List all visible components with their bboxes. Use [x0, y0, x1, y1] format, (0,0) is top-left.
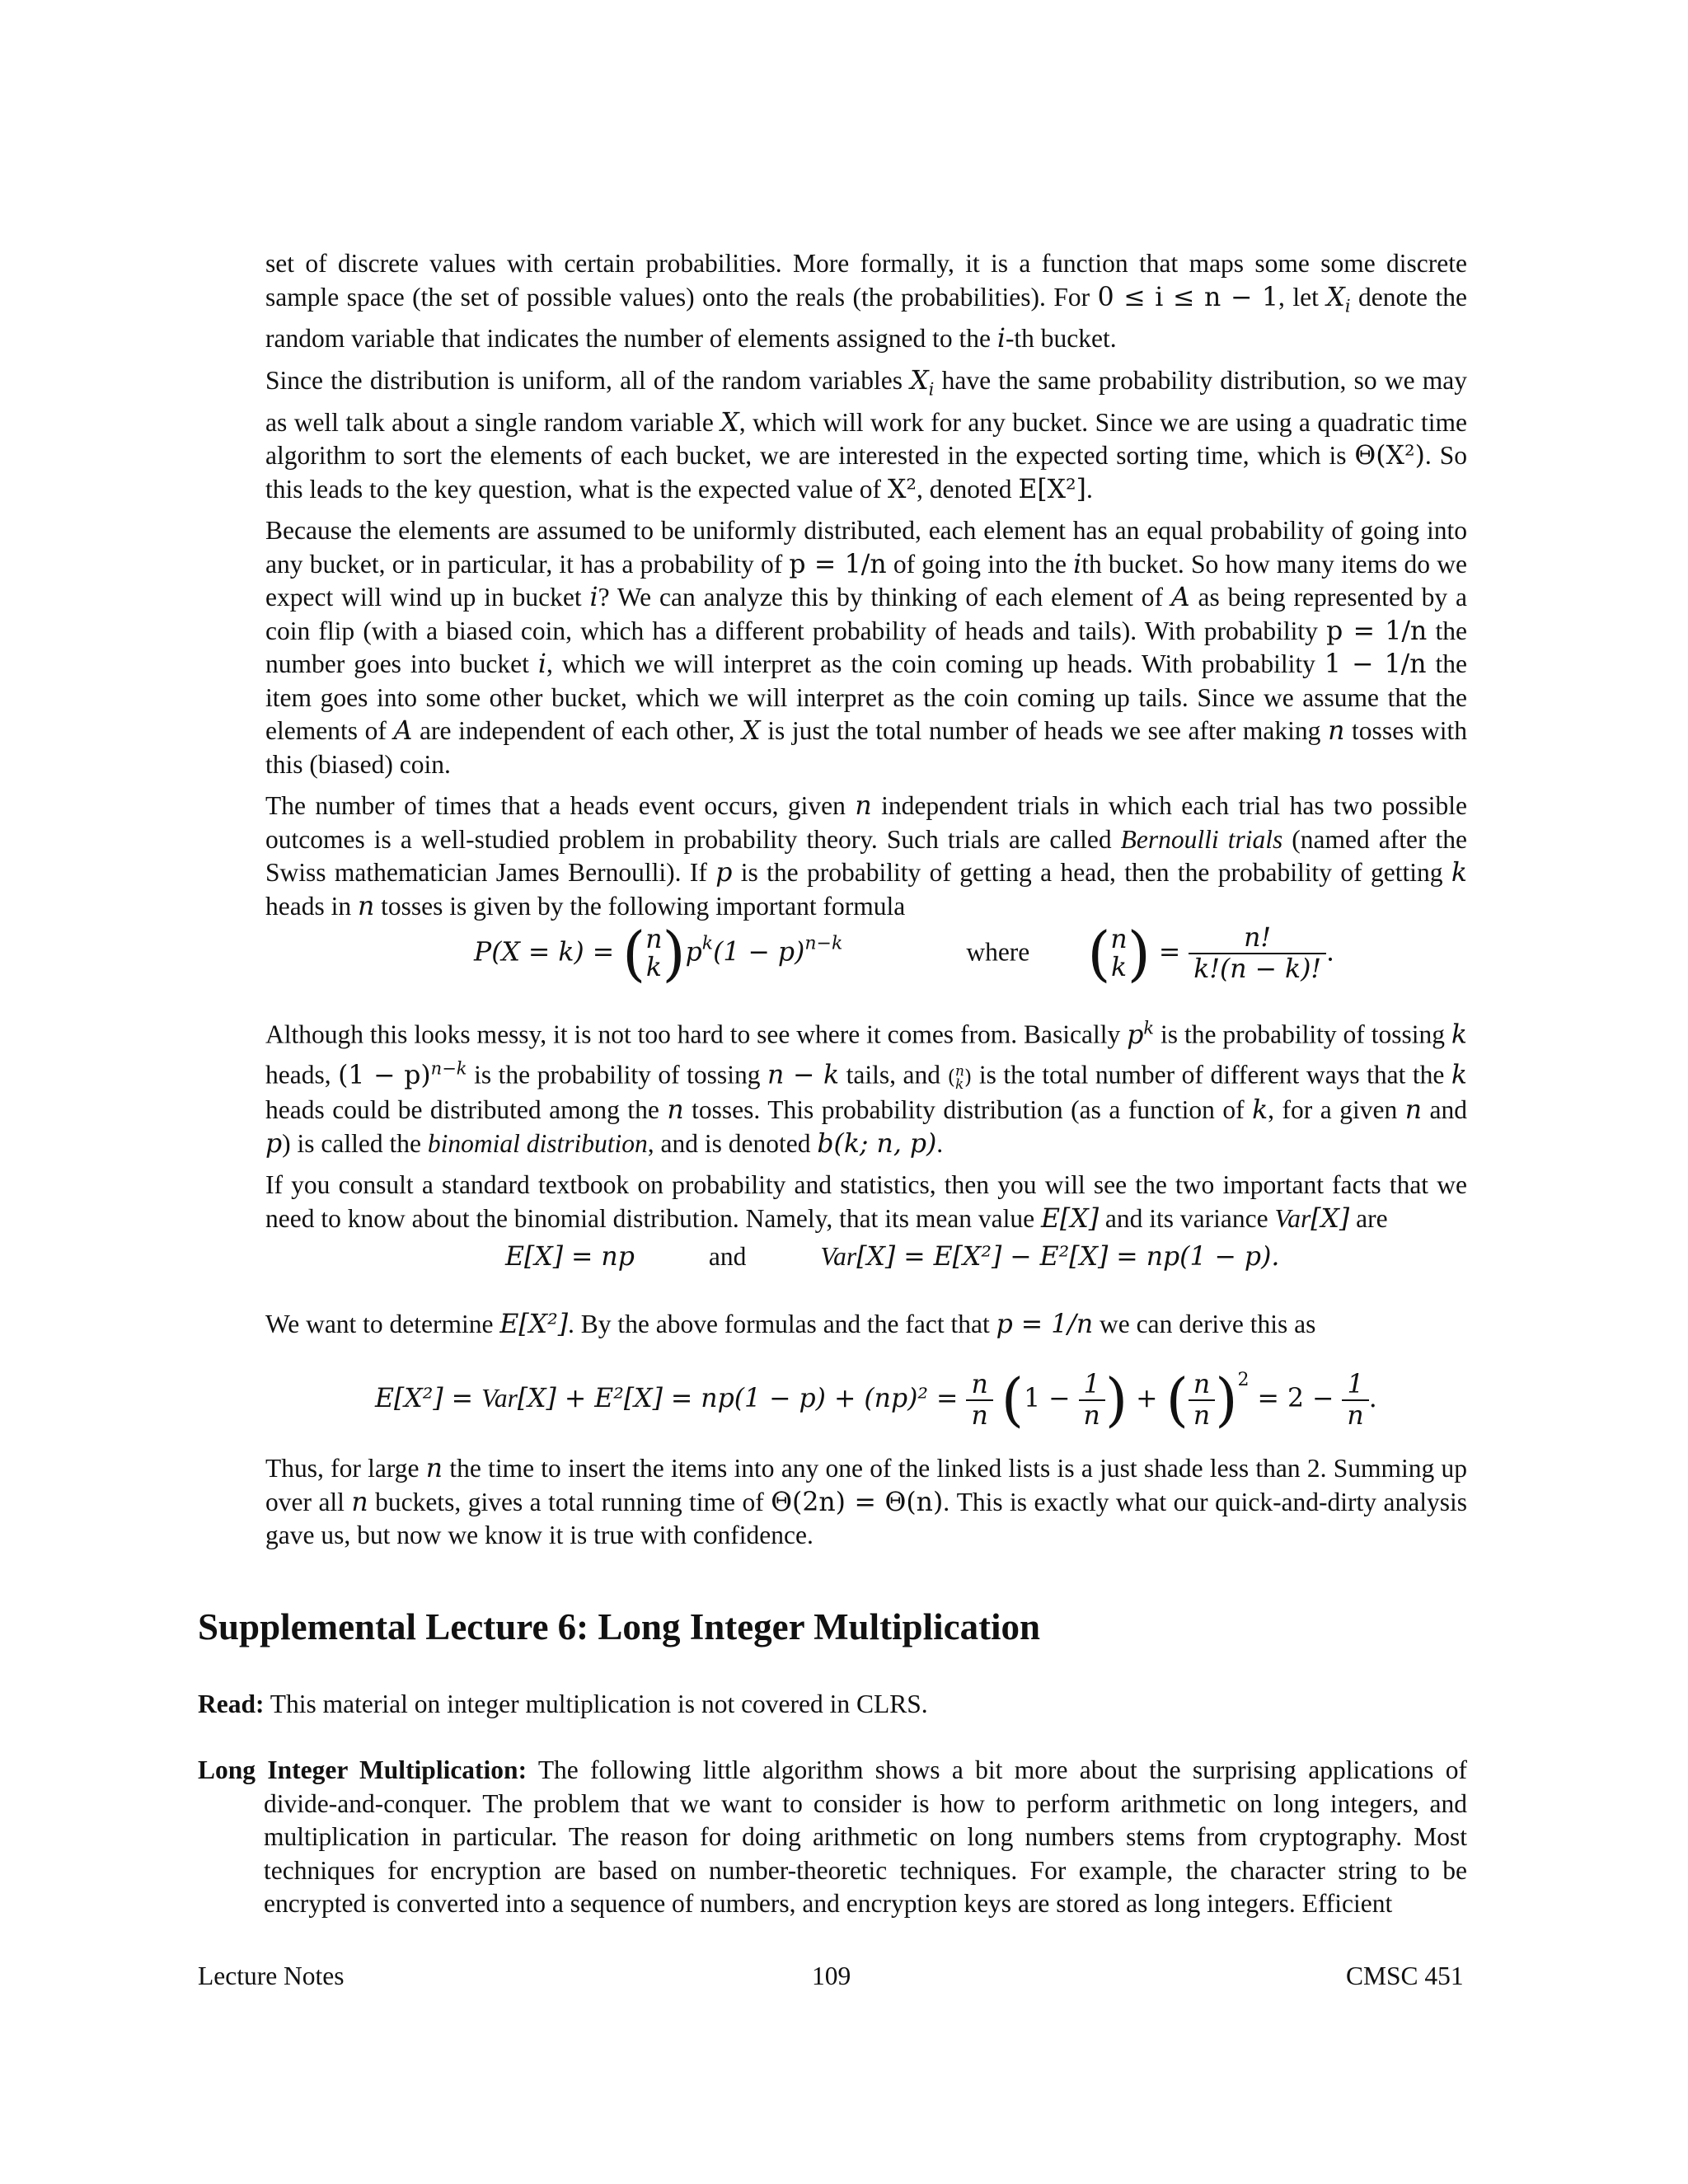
- paren-open: (: [1001, 1366, 1025, 1434]
- body-text-middle: [265, 1011, 1467, 1244]
- page-number: 109: [812, 1961, 851, 1990]
- eq-where: where: [966, 937, 1030, 967]
- text-span: .: [936, 1128, 944, 1158]
- text-span: heads in: [265, 891, 358, 921]
- eq-square: 2: [1237, 1370, 1250, 1390]
- read-label: Read:: [198, 1690, 265, 1718]
- eq-mean: E[X] = np: [505, 1242, 635, 1272]
- text-span: , and is denoted: [647, 1128, 818, 1158]
- math-xi: X: [1326, 282, 1345, 312]
- math-p: p = 1/n: [789, 549, 887, 579]
- text-span: ) is called the: [282, 1128, 428, 1158]
- math-n: n: [855, 791, 872, 822]
- text-span: of going into the: [886, 549, 1074, 579]
- math-xi: X: [910, 365, 929, 396]
- frac-num: 1: [1079, 1370, 1105, 1401]
- text-span: we can derive this as: [1093, 1310, 1316, 1338]
- eq-two-minus: = 2 −: [1257, 1384, 1334, 1413]
- body-text-upper: [265, 247, 1467, 931]
- eq-equals: =: [1158, 937, 1181, 968]
- inline-binomial: ( n k ): [947, 1063, 973, 1093]
- math-k: k: [1451, 1019, 1467, 1050]
- math-i: i: [537, 649, 546, 680]
- text-span: We want to determine: [265, 1310, 500, 1338]
- text-span: tosses with this (biased) coin.: [265, 716, 1468, 779]
- text-span: is the total number of different ways that the: [972, 1060, 1451, 1090]
- frac-num: 1: [1342, 1370, 1368, 1401]
- math-x: X: [720, 407, 739, 438]
- math-sup: n−k: [430, 1058, 467, 1078]
- text-span: Because the elements are assumed to be uniformly distributed, each element has an equal probability of going into any bucket, or in particular, it has a probability of: [265, 516, 1467, 579]
- eq-term: (1 − p): [713, 937, 805, 968]
- text-span: set of discrete values with certain probabilities. More formally, it is a function that maps some some discrete sample space (the set of possible values) onto the reals (the probabilities). For: [265, 249, 1467, 312]
- text-span: (named after the Swiss mathematician James Bernoulli). If: [265, 824, 1467, 888]
- eq-chain: [X] + E²[X] = np(1 − p) + (np)² =: [517, 1384, 959, 1413]
- frac-num: n!: [1189, 923, 1326, 954]
- binom-k: k: [645, 953, 662, 982]
- text-span: , which will work for any bucket. Since we are using a quadratic time algorithm to sort the elements of each bucket, we are interested in the expected sorting time, which is: [265, 407, 1467, 471]
- math-k: k: [1451, 1060, 1467, 1090]
- math-ex2: E[X²]: [1018, 474, 1086, 504]
- math-q: (1 − p): [338, 1060, 431, 1090]
- text-span: . By the above formulas and the fact that: [568, 1310, 996, 1338]
- math-p: p: [265, 1128, 283, 1159]
- math-n: n: [425, 1454, 443, 1483]
- math-a: A: [1170, 583, 1190, 613]
- equation-expected-square: [375, 1364, 1377, 1434]
- math-p: p: [1127, 1019, 1144, 1050]
- paragraph-mean-variance: [265, 1169, 1467, 1235]
- text-span: and: [1422, 1095, 1467, 1124]
- text-span: and its variance: [1099, 1203, 1275, 1233]
- frac-den: n: [1347, 1400, 1364, 1431]
- math-nk: n − k: [767, 1060, 840, 1090]
- read-note: [198, 1688, 928, 1721]
- term-bernoulli-trials: Bernoulli trials: [1120, 824, 1283, 854]
- text-span: , denoted: [917, 474, 1019, 504]
- text-span: Although this looks messy, it is not too hard to see where it comes from. Basically: [265, 1019, 1128, 1049]
- body-text-conclusion: [265, 1452, 1467, 1561]
- frac-den: n: [971, 1400, 988, 1431]
- paragraph-coin-flip: [265, 514, 1467, 781]
- eq-var: Var: [820, 1242, 857, 1271]
- math-p: p: [715, 858, 733, 888]
- binom-n: n: [645, 925, 663, 954]
- read-text: This material on integer multiplication is not covered in CLRS.: [264, 1690, 928, 1718]
- math-k: k: [1252, 1095, 1268, 1125]
- paragraph-long-integer: [198, 1754, 1467, 1921]
- math-n: n: [357, 891, 375, 921]
- text-span: have the same probability distribution, so we may as well talk about a single random variable: [265, 365, 1468, 437]
- text-span: is the probability of tossing: [467, 1060, 767, 1090]
- math-x: X: [742, 716, 761, 747]
- eq-var: Var: [481, 1384, 518, 1413]
- frac-num: n: [1189, 1370, 1215, 1401]
- math-i: i: [589, 583, 598, 613]
- text-span: , for a given: [1268, 1095, 1405, 1124]
- text-span: tosses is given by the following important formula: [374, 891, 906, 921]
- text-span: -th bucket.: [1005, 324, 1117, 354]
- body-text-determine: [265, 1308, 1467, 1350]
- math-xi-sub: i: [928, 379, 935, 400]
- eq-lhs: P(X = k) =: [474, 937, 615, 968]
- text-span: are independent of each other,: [412, 716, 743, 746]
- text-span: is the probability of tossing: [1154, 1019, 1451, 1049]
- text-span: as being represented by a coin flip (with a biased coin, which has a different probability of heads and tails). With probability: [265, 583, 1467, 645]
- eq-p: p: [685, 937, 702, 968]
- paren-close: ): [1104, 1366, 1128, 1434]
- text-span: the item goes into some other bucket, which we will interpret as the coin coming up tails. Since we assume that the elements of: [265, 649, 1467, 746]
- fraction: [966, 1370, 992, 1431]
- text-span: the time to insert the items into any one of the linked lists is a just shade less than 2. Summing up over all: [265, 1454, 1467, 1516]
- text-span: If you consult a standard textbook on probability and statistics, then you will see the two important facts that we need to know about the binomial distribution. Namely, that its mean value: [265, 1170, 1467, 1233]
- section-title: Supplemental Lecture 6: Long Integer Multiplication: [198, 1606, 1041, 1647]
- math-i: i: [996, 324, 1006, 354]
- text-span: Thus, for large: [265, 1454, 426, 1483]
- math-i: i: [1073, 549, 1082, 579]
- text-span: denote the random variable that indicates the number of elements assigned to the: [265, 282, 1468, 354]
- paragraph-random-variable: [265, 247, 1467, 356]
- binom-n: n: [1110, 925, 1128, 954]
- math-n: n: [1328, 716, 1345, 747]
- text-span: tosses. This probability distribution (as a function of: [683, 1095, 1253, 1124]
- text-span: , which we will interpret as the coin coming up heads. With probability: [546, 649, 1325, 679]
- eq-sup: n−k: [804, 933, 843, 954]
- lim-label: Long Integer Multiplication:: [198, 1755, 528, 1784]
- term-binomial-distribution: binomial distribution: [427, 1128, 648, 1158]
- binom-n: n: [954, 1063, 964, 1080]
- math-q: 1 − 1/n: [1324, 649, 1427, 680]
- text-span: tails, and: [839, 1060, 948, 1090]
- eq-and: and: [708, 1242, 747, 1271]
- binomial-coefficient: ( n k ): [622, 919, 686, 988]
- math-var: Var: [1274, 1203, 1311, 1233]
- frac-den: n: [1193, 1400, 1211, 1431]
- paragraph-determine: [265, 1308, 1467, 1342]
- text-span: heads could be distributed among the: [265, 1095, 668, 1124]
- math-range: 0 ≤ i ≤ n − 1: [1097, 282, 1279, 312]
- fraction: [1342, 1370, 1368, 1431]
- paren-open: (: [1165, 1366, 1189, 1434]
- paren-close: ): [1215, 1366, 1238, 1434]
- eq-variance: [X] = E[X²] − E²[X] = np(1 − p).: [856, 1242, 1280, 1272]
- math-sup: k: [1143, 1018, 1155, 1038]
- text-span: the number goes into bucket: [265, 616, 1468, 679]
- text-span: th bucket. So how many items do we expect will wind up in bucket: [265, 549, 1468, 612]
- binomial-coefficient: ( n k ): [1087, 919, 1151, 988]
- eq-plus: +: [1136, 1384, 1158, 1413]
- text-span: . So this leads to the key question, what is the expected value of: [265, 441, 1467, 504]
- fraction: [1079, 1370, 1105, 1431]
- text-span: is the probability of getting a head, then the probability of getting: [732, 858, 1451, 888]
- text-span: , let: [1278, 282, 1327, 312]
- math-a: A: [393, 716, 413, 747]
- paragraph-uniform-distribution: [265, 364, 1467, 506]
- paragraph-conclusion: [265, 1452, 1467, 1553]
- fraction: [1189, 1370, 1215, 1431]
- lim-text: The following little algorithm shows a bit more about the surprising applications of divide-and-conquer. The problem that we want to consider is how to perform arithmetic on long integers, and multiplication in particular. The reason for doing arithmetic on long numbers stems from cryptography. Most techniques for encryption are based on number-theoretic techniques. For example, the character string to be encrypted is converted into a sequence of numbers, and encryption keys are stored as long integers. Efficient: [264, 1755, 1467, 1918]
- frac-den: k!(n − k)!: [1193, 954, 1322, 984]
- math-theta: Θ(X²): [1354, 441, 1425, 471]
- paragraph-explanation: [265, 1011, 1467, 1160]
- binom-k: k: [954, 1076, 964, 1093]
- math-k: k: [1451, 858, 1467, 888]
- footer-right: CMSC 451: [1346, 1961, 1464, 1990]
- math-ex: E[X]: [1041, 1203, 1100, 1234]
- math-p: p = 1/n: [996, 1310, 1094, 1339]
- equation-binomial-probability: [474, 919, 1335, 988]
- math-bk: b(k; n, p): [817, 1128, 937, 1159]
- eq-lhs: E[X²] =: [375, 1384, 474, 1413]
- text-span: buckets, gives a total running time of: [368, 1487, 771, 1516]
- frac-den: n: [1083, 1400, 1100, 1431]
- binom-k: k: [1111, 953, 1128, 982]
- eq-sup: k: [701, 933, 714, 954]
- math-xi-sub: i: [1344, 295, 1351, 316]
- math-x2: X²: [887, 474, 917, 504]
- frac-num: n: [966, 1370, 992, 1401]
- math-n: n: [667, 1095, 684, 1125]
- eq-one-minus: 1 −: [1024, 1384, 1071, 1413]
- text-span: independent trials in which each trial has two possible outcomes is a well-studied problem in probability theory. Such trials are called: [265, 791, 1467, 854]
- text-span: Since the distribution is uniform, all of the random variables: [265, 365, 911, 395]
- text-span: The number of times that a heads event occurs, given: [265, 791, 856, 821]
- text-span: heads,: [265, 1060, 339, 1090]
- text-span: ? We can analyze this by thinking of each element of: [598, 583, 1171, 612]
- text-span: .: [1085, 474, 1093, 504]
- eq-end: .: [1368, 1384, 1377, 1413]
- text-span: . This is exactly what our quick-and-dirty analysis gave us, but now we know it is true with confidence.: [265, 1487, 1467, 1549]
- eq-end: .: [1326, 937, 1335, 968]
- fraction-factorial: [1189, 923, 1326, 984]
- footer-left: Lecture Notes: [198, 1961, 345, 1990]
- math-theta: Θ(2n) = Θ(n): [771, 1487, 944, 1517]
- equation-mean-variance: [505, 1240, 1279, 1273]
- math-p: p = 1/n: [1326, 616, 1428, 646]
- text-span: is just the total number of heads we see after making: [760, 716, 1329, 746]
- paragraph-bernoulli: [265, 790, 1467, 923]
- math-n: n: [1404, 1095, 1423, 1125]
- math-ex2: E[X²]: [499, 1310, 569, 1339]
- math-n: n: [351, 1487, 368, 1517]
- text-span: are: [1349, 1203, 1388, 1233]
- math-varx: [X]: [1311, 1203, 1350, 1234]
- long-integer-multiplication: [198, 1754, 1467, 1921]
